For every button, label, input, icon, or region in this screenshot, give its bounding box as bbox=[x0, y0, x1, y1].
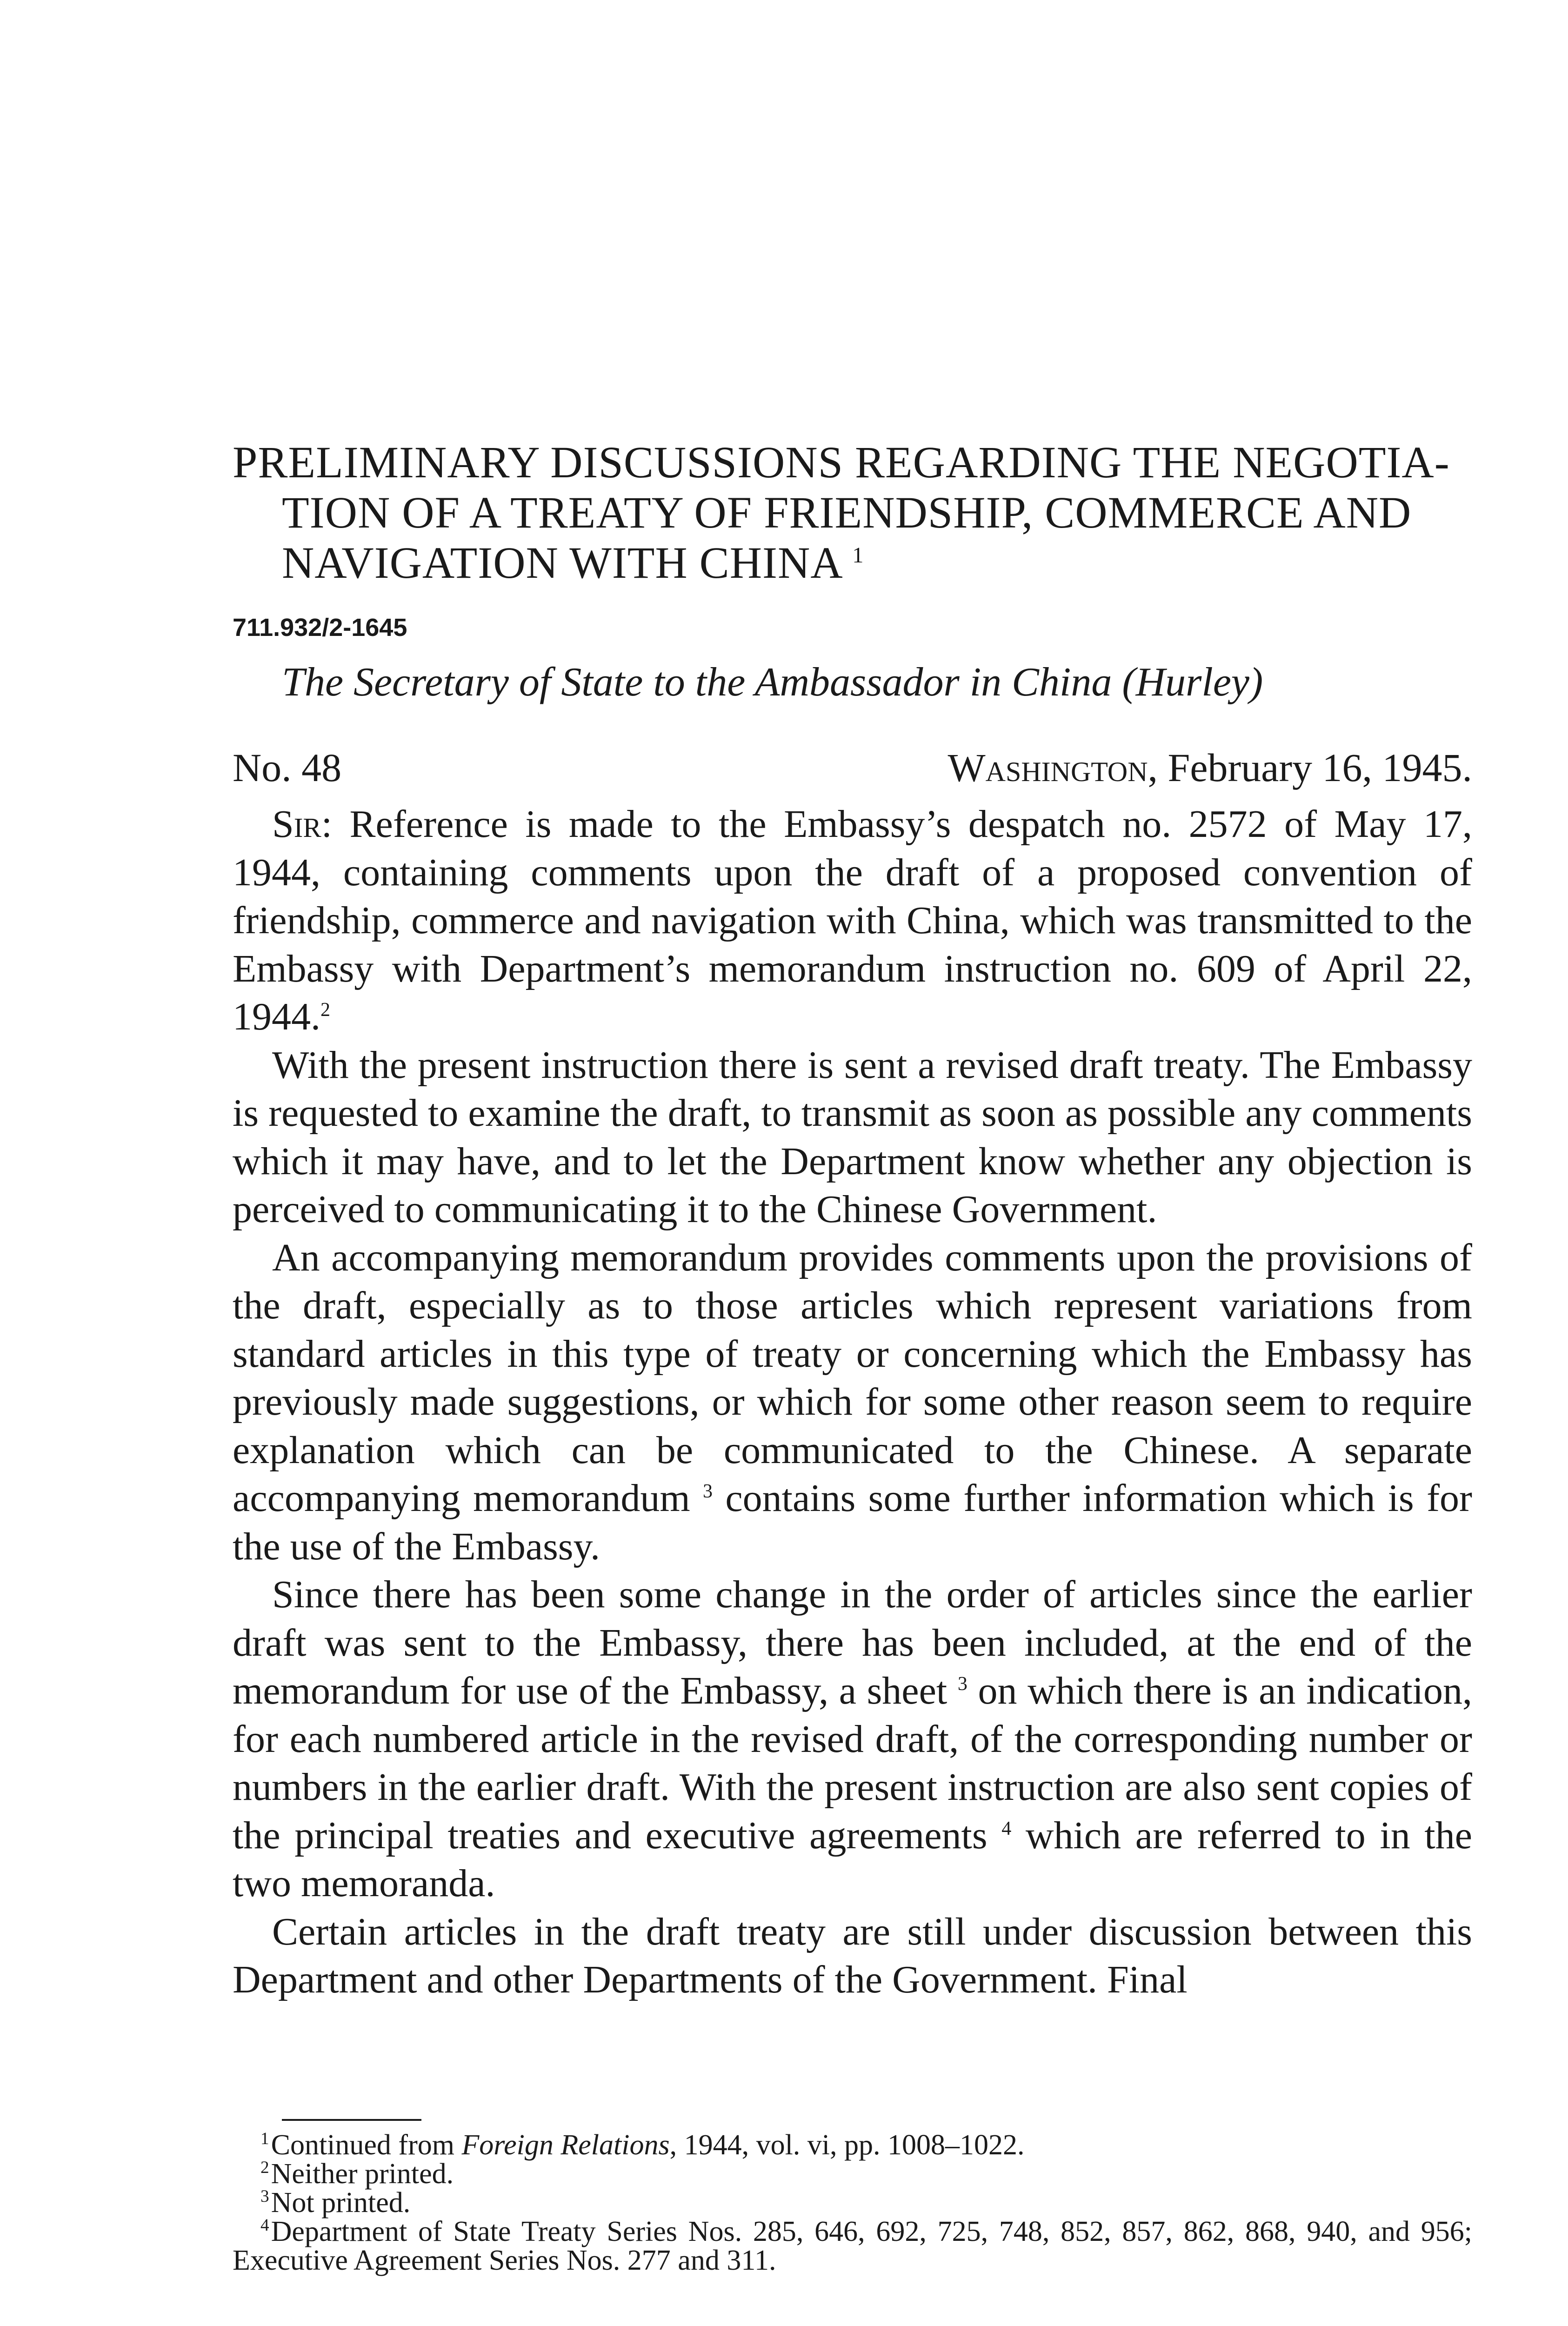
footnote-4-text: Department of State Treaty Series Nos. 285, 646, 692, 725, 748, 852, 857, 862, 868, 940, and 956; Executive Agreement Series Nos. 277 and 311. bbox=[233, 2216, 1472, 2276]
footnote-ref-4: 4 bbox=[1001, 1818, 1012, 1839]
footnote-1-text-a: Continued from bbox=[271, 2129, 462, 2161]
footnotes bbox=[233, 2131, 1472, 2275]
footnote-2-text: Neither printed. bbox=[271, 2158, 454, 2190]
paragraph-5: Certain articles in the draft treaty are still under discussion between this Department and other Departments of the Government. Final bbox=[233, 1910, 1472, 2001]
paragraph-4 bbox=[233, 1571, 1472, 1908]
instruction-number: No. 48 bbox=[233, 745, 342, 790]
paragraph-3 bbox=[233, 1234, 1472, 1571]
paragraph-1-text: Reference is made to the Embassy’s despatch no. 2572 of May 17, 1944, containing comments upon the draft of a proposed convention of friendship, commerce and navigation with China, which was transmitted to the Embassy with Department’s memorandum instruction no. 609 of April 22, 1944. bbox=[233, 802, 1472, 1038]
heading-line-3 bbox=[233, 538, 1488, 588]
paragraph-2: With the present instruction there is sent a revised draft treaty. The Embassy is requested to examine the draft, to transmit as soon as possible any comments which it may have, and to let the Department know whether any objection is perceived to communicating it to the Chinese Government. bbox=[233, 1043, 1472, 1231]
footnote-1-number: 1 bbox=[260, 2129, 269, 2149]
footnote-ref-2: 2 bbox=[320, 999, 330, 1021]
paragraph-3-tail: contains some further information which is for the use of the Embassy. bbox=[233, 1477, 1473, 1568]
salutation: Sir: bbox=[272, 802, 333, 846]
file-number: 711.932/2-1645 bbox=[233, 614, 407, 642]
footnote-4-number: 4 bbox=[260, 2216, 269, 2235]
document-header-line bbox=[233, 744, 1472, 791]
footnote-1-italic: Foreign Relations bbox=[461, 2129, 670, 2161]
paragraph-3-text: An accompanying memorandum provides comments upon the provisions of the draft, especially as to those articles which represent variations from standard articles in this type of treaty or concerning which the Embassy has previously made suggestions, or which for some other reason seem to require explanation which can be communicated to the Chinese. A separate accompanying memorandum bbox=[233, 1236, 1472, 1520]
footnote-ref-3b: 3 bbox=[957, 1673, 967, 1695]
dateline-date: , February 16, 1945. bbox=[1148, 745, 1472, 790]
footnote-3-number: 3 bbox=[260, 2187, 269, 2206]
footnote-4 bbox=[233, 2217, 1472, 2275]
paragraph-1 bbox=[233, 800, 1472, 1041]
heading-line-3-text: NAVIGATION WITH CHINA bbox=[282, 538, 841, 588]
footnote-1-text-b: , 1944, vol. vi, pp. 1008–1022. bbox=[669, 2129, 1025, 2161]
paragraph-4-part-b: on which there is an indication, for each numbered article in the revised draft, of the corresponding number or numbers in the earlier draft. With the present instruction are also sent copies of the principal treaties and executive agreements bbox=[233, 1669, 1473, 1857]
heading-line-2: TION OF A TREATY OF FRIENDSHIP, COMMERCE AND bbox=[282, 488, 1412, 537]
letter-body bbox=[233, 800, 1472, 2004]
addressee-line: The Secretary of State to the Ambassador in China (Hurley) bbox=[282, 660, 1263, 705]
footnote-3 bbox=[233, 2188, 1472, 2217]
paragraph-4-part-a: Since there has been some change in the order of articles since the earlier draft was sent to the Embassy, there has been included, at the end of the memorandum for use of the Embassy, a sheet bbox=[233, 1573, 1472, 1712]
heading-footnote-ref: 1 bbox=[852, 543, 864, 568]
footnote-divider bbox=[282, 2119, 421, 2121]
footnote-2 bbox=[233, 2159, 1472, 2188]
footnote-1 bbox=[233, 2131, 1472, 2159]
footnote-ref-3: 3 bbox=[703, 1481, 713, 1502]
heading-line-1: PRELIMINARY DISCUSSIONS REGARDING THE NEGOTIA- bbox=[233, 437, 1450, 487]
dateline-place: Washington bbox=[947, 745, 1148, 790]
footnote-2-number: 2 bbox=[260, 2158, 269, 2178]
dateline bbox=[947, 744, 1472, 791]
footnote-3-text: Not printed. bbox=[271, 2187, 411, 2219]
section-heading bbox=[233, 437, 1488, 588]
paragraph-4-part-c: which are referred to in the two memoranda. bbox=[233, 1813, 1472, 1905]
